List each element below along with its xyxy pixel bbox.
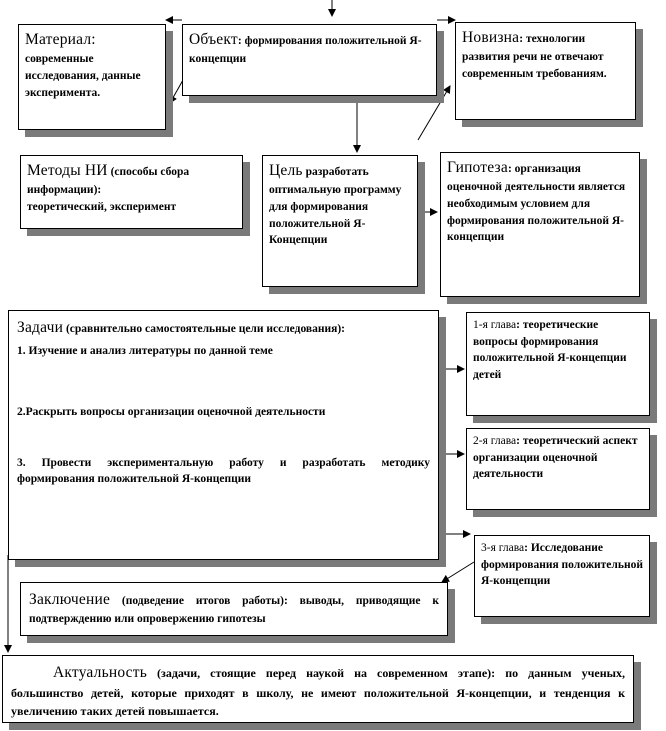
tasks-heading: Задачи: [17, 319, 64, 336]
material-text: современные исследования, данные эксперимента.: [25, 53, 141, 99]
goal-text: разработать оптимальную программу для формирования положительной Я-Концепции: [269, 166, 402, 247]
methods-paren: (способы сбора информации):: [27, 166, 190, 197]
chapter-3-heading: 3-я глава: [481, 542, 525, 554]
task-item-3: 3. Провести экспериментальную работу и разработать методику формирования положительной Я-концепции: [17, 456, 430, 486]
methods-text: теоретический, эксперимент: [27, 201, 177, 214]
chapter-2-text: : теоретический аспект организации оценочной деятельности: [473, 435, 638, 481]
object-text: : формирования положительной Я-концепции: [189, 35, 422, 66]
chapter-3-box: [474, 535, 650, 617]
task-item-2: 2.Раскрыть вопросы организации оценочной деятельности: [17, 406, 326, 419]
conclusion-heading: Заключение: [29, 591, 111, 608]
chapter-3-text: : Исследование формирования положительной Я-концепции: [481, 542, 643, 588]
tasks-box: [8, 310, 439, 560]
relevance-box: [2, 655, 634, 723]
chapter-2-box: [466, 428, 650, 510]
novelty-heading: Новизна: [462, 29, 520, 46]
novelty-text: : технологии развития речи не отвечают современным требованиям.: [462, 33, 607, 81]
chapter-2-heading: 2-я глава: [473, 435, 517, 447]
relevance-text: (задачи, стоящие перед наукой на современном этапе): по данным ученых, большинство детей, которые приходят в школу, не имеют положительной Я-концепции, и тенденция к увеличению таких детей повышается.: [11, 666, 625, 719]
chapter-1-heading: 1-я глава: [473, 319, 517, 331]
material-heading: Материал:: [25, 31, 96, 48]
arrow-ch3-to-conclusion: [442, 562, 474, 582]
chapter-1-box: [466, 312, 650, 416]
goal-heading: Цель: [269, 162, 303, 179]
hypothesis-heading: Гипотеза: [447, 159, 508, 176]
hypothesis-text: : организация оценочной деятельности является необходимым условием для формирования положительной Я-концепции: [447, 163, 626, 244]
relevance-heading: Актуальность: [53, 664, 148, 681]
task-item-1: 1. Изучение и анализ литературы по данной теме: [17, 345, 273, 358]
goal-box: [262, 155, 418, 287]
material-box: [18, 24, 166, 130]
object-box: [182, 24, 437, 96]
chapter-1-text: : теоретические вопросы формирования положительной Я-концепции детей: [473, 319, 627, 382]
object-heading: Объект: [189, 31, 238, 48]
conclusion-box: [20, 582, 448, 636]
methods-box: [20, 155, 243, 229]
conclusion-text: (подведение итогов работы): выводы, приводящие к подтверждению или опровержению гипотезы: [29, 595, 439, 626]
methods-heading: Методы НИ: [27, 162, 108, 179]
tasks-paren: (сравнительно самостоятельные цели исследования):: [63, 323, 345, 335]
novelty-box: [455, 22, 636, 120]
hypothesis-box: [440, 152, 640, 297]
